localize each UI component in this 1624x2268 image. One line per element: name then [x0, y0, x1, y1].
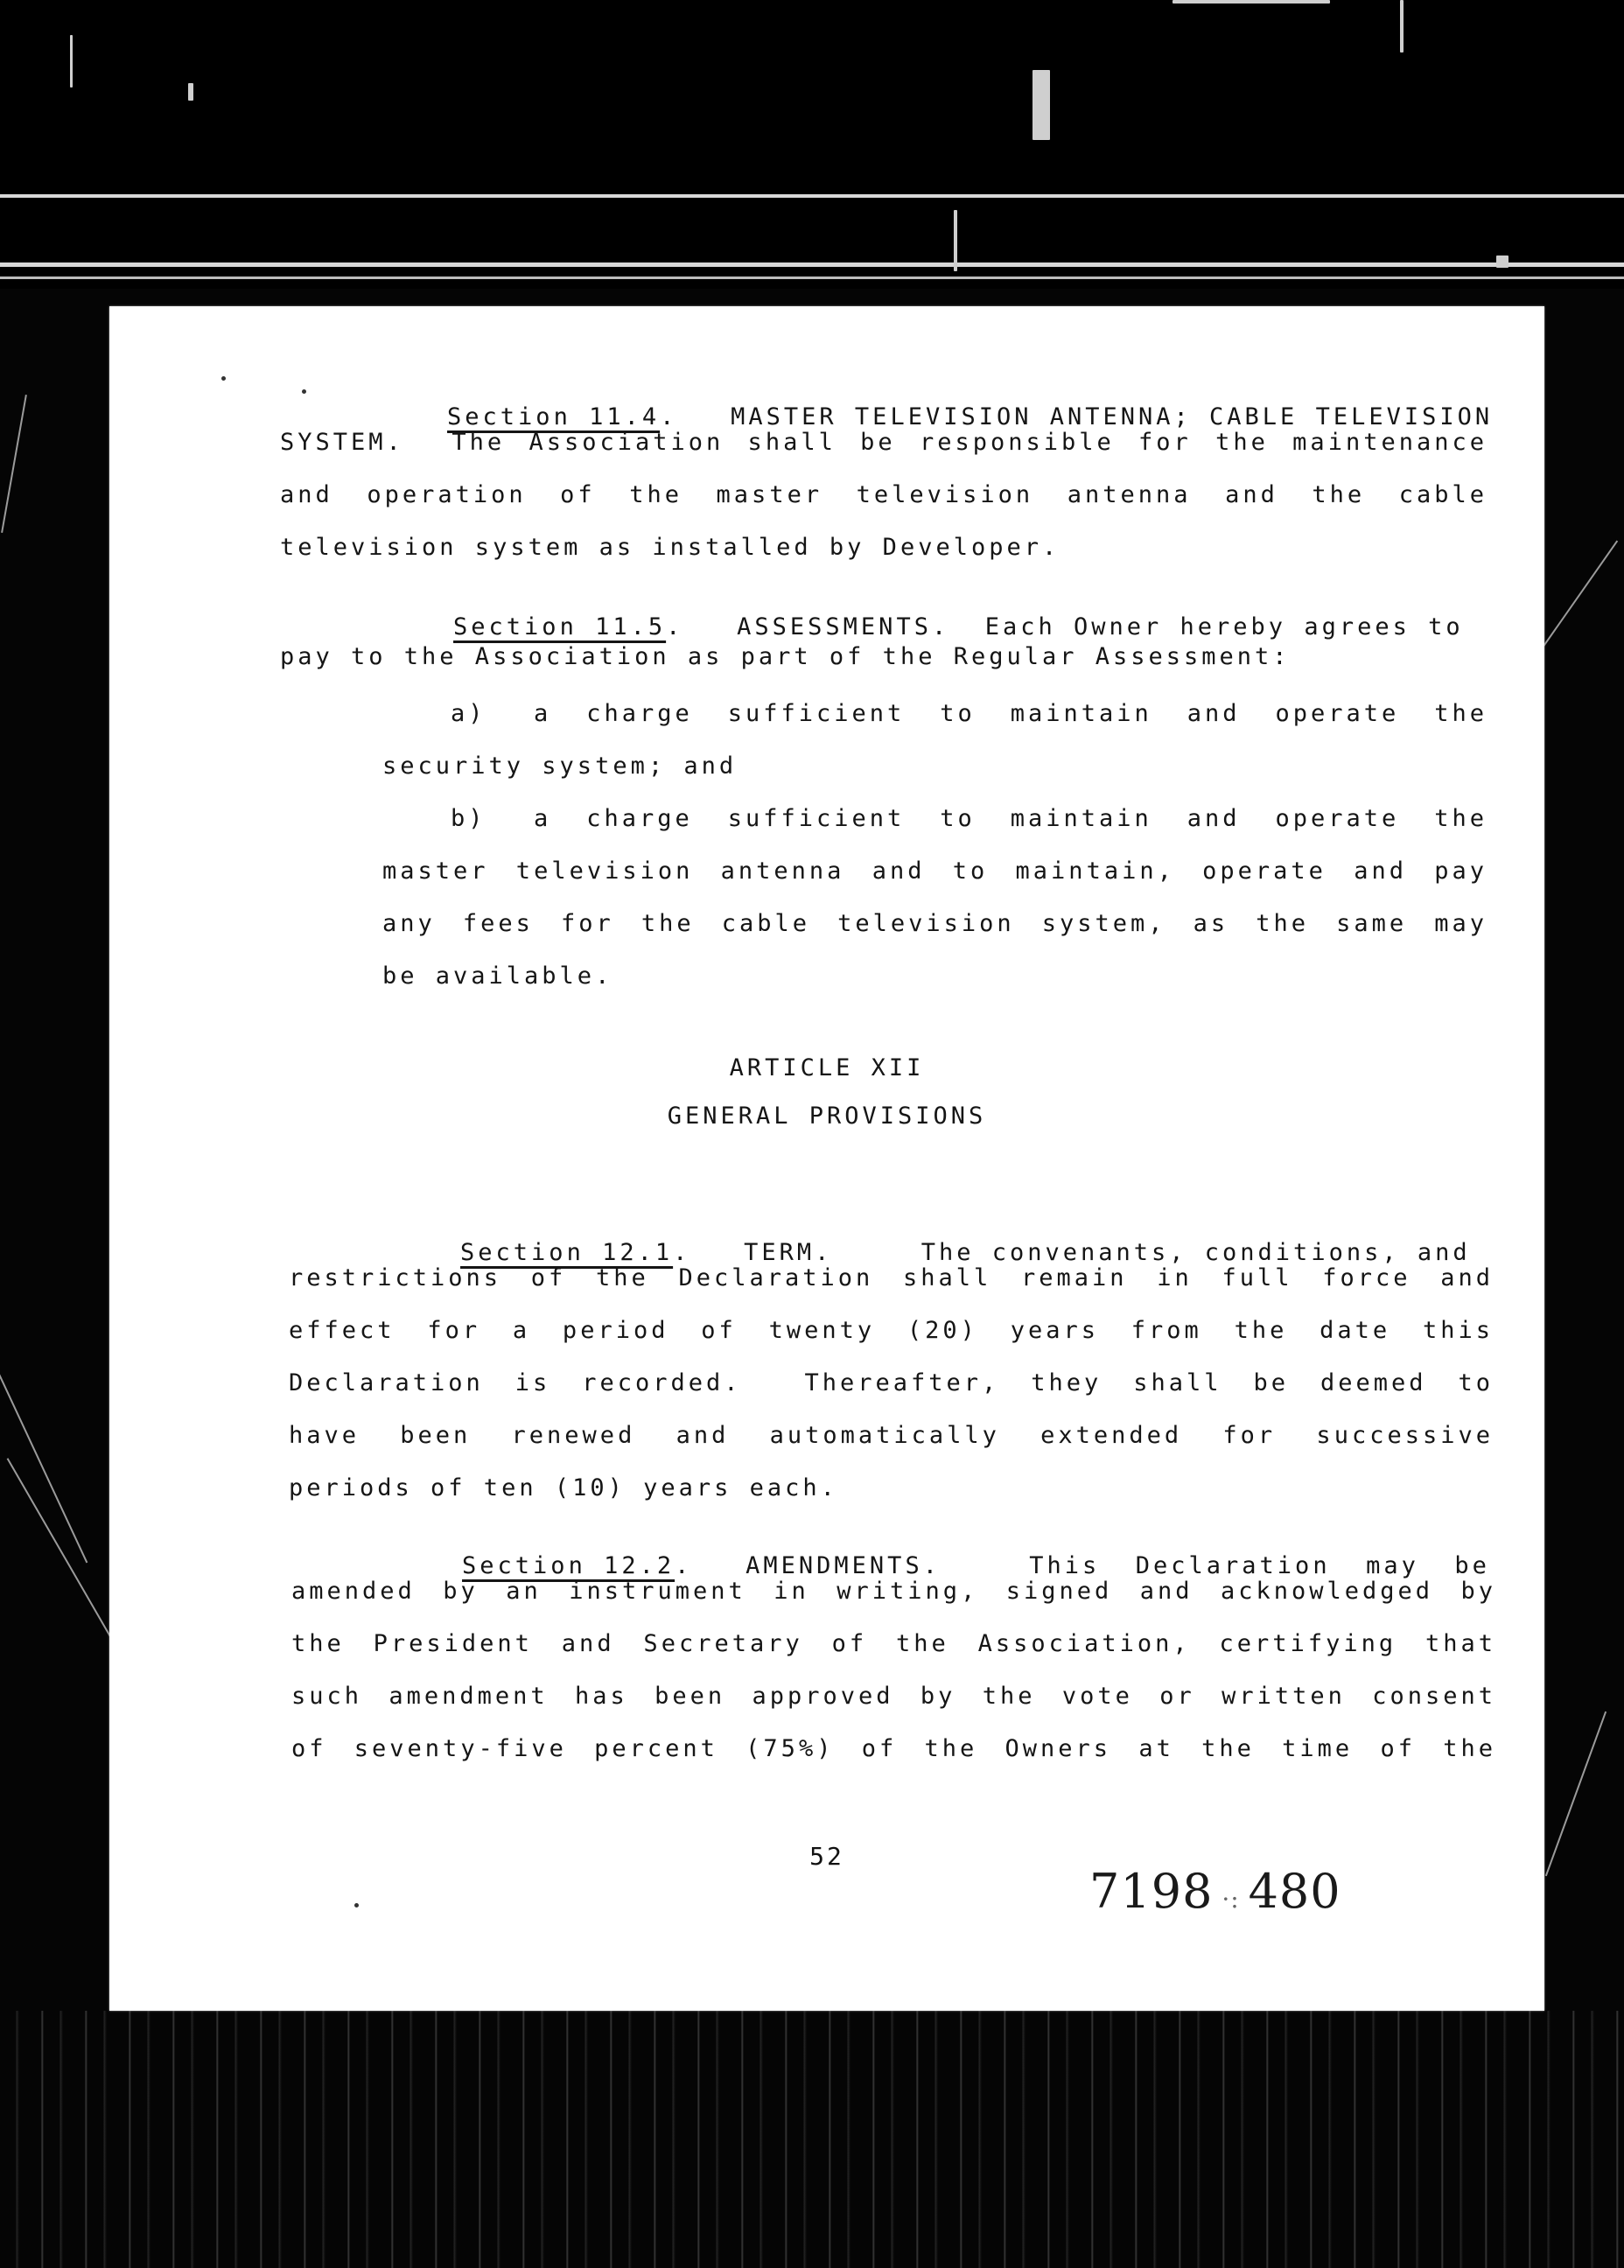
stamp-book-number: 7198	[1089, 1864, 1214, 1919]
section-heading: Section 11.4	[447, 403, 661, 430]
scan-dot	[354, 1903, 359, 1908]
scan-artifact	[1, 395, 27, 533]
section-12-1-first-line: Section 12.1. TERM. The convenants, conditions, and	[460, 1239, 1471, 1266]
paragraph-line: television system as installed by Developer.	[280, 534, 1060, 561]
scan-line	[0, 194, 1624, 198]
list-item-line: a charge sufficient to maintain and operate the	[534, 805, 1488, 832]
stamp-page-number: 480	[1248, 1864, 1341, 1919]
section-title: TERM. The convenants, conditions, and	[744, 1239, 1471, 1266]
section-title: ASSESSMENTS. Each Owner hereby agrees to	[737, 613, 1464, 640]
scan-dot	[221, 376, 226, 381]
paragraph-line: have been renewed and automatically extended for successive	[289, 1422, 1494, 1449]
scan-line	[0, 276, 1624, 279]
scan-artifact	[1172, 0, 1330, 4]
paragraph-line: of seventy-five percent (75%) of the Owners at the time of the	[291, 1735, 1496, 1762]
section-11-5-first-line: Section 11.5. ASSESSMENTS. Each Owner hereby agrees to	[453, 613, 1464, 640]
scan-artifact	[1545, 1712, 1606, 1877]
section-heading: Section 12.1	[460, 1239, 674, 1266]
section-title: MASTER TELEVISION ANTENNA; CABLE TELEVISION	[731, 403, 1494, 430]
paragraph-line: amended by an instrument in writing, signed and acknowledged by	[291, 1578, 1496, 1605]
scan-artifact	[0, 1325, 88, 1564]
list-item-line: security system; and	[382, 752, 738, 780]
section-heading: Section 11.5	[453, 613, 667, 640]
article-number: ARTICLE XII	[729, 1054, 925, 1082]
scan-artifact	[1400, 0, 1404, 52]
scan-artifact	[1032, 70, 1050, 140]
paragraph-line: such amendment has been approved by the vote or written consent	[291, 1683, 1496, 1710]
paragraph-line: the President and Secretary of the Association, certifying that	[291, 1630, 1496, 1657]
article-title: GENERAL PROVISIONS	[667, 1102, 987, 1130]
paragraph-line: pay to the Association as part of the Regular Assessment:	[280, 643, 1291, 670]
list-item-line: master television antenna and to maintain, operate and pay	[382, 858, 1488, 885]
scan-artifact	[7, 1458, 118, 1648]
paragraph-line: Declaration is recorded. Thereafter, they shall be deemed to	[289, 1369, 1494, 1396]
section-12-2-first-line: Section 12.2. AMENDMENTS. This Declaration may be	[462, 1552, 1490, 1579]
section-title: AMENDMENTS. This Declaration may be	[746, 1552, 1490, 1579]
scan-dot	[302, 389, 306, 394]
scan-border-top	[0, 0, 1624, 289]
scan-artifact	[1496, 256, 1508, 268]
list-item-line: any fees for the cable television system, as the same may	[382, 910, 1488, 937]
scan-artifact	[70, 35, 73, 88]
paragraph-line: restrictions of the Declaration shall remain in full force and	[289, 1264, 1494, 1292]
paragraph-line: effect for a period of twenty (20) years from the date this	[289, 1317, 1494, 1344]
scan-artifact	[954, 210, 957, 271]
section-heading: Section 12.2	[462, 1552, 676, 1579]
document-page	[109, 306, 1544, 2011]
list-marker-a: a)	[451, 700, 486, 727]
recording-stamp: 7198 ·: 480	[1089, 1864, 1341, 1919]
scan-border-bottom	[0, 2011, 1624, 2268]
paragraph-line: periods of ten (10) years each.	[289, 1474, 838, 1502]
scan-line	[0, 262, 1624, 267]
page-number: 52	[809, 1842, 844, 1871]
scan-artifact	[188, 83, 193, 101]
paragraph-line: SYSTEM. The Association shall be responsible for the maintenance	[280, 429, 1488, 456]
list-item-line: be available.	[382, 962, 613, 990]
section-11-4-first-line: Section 11.4. MASTER TELEVISION ANTENNA; CABLE TELEVISION	[447, 403, 1494, 430]
list-item-line: a charge sufficient to maintain and operate the	[534, 700, 1488, 727]
paragraph-line: and operation of the master television antenna and the cable	[280, 481, 1488, 508]
list-marker-b: b)	[451, 805, 486, 832]
